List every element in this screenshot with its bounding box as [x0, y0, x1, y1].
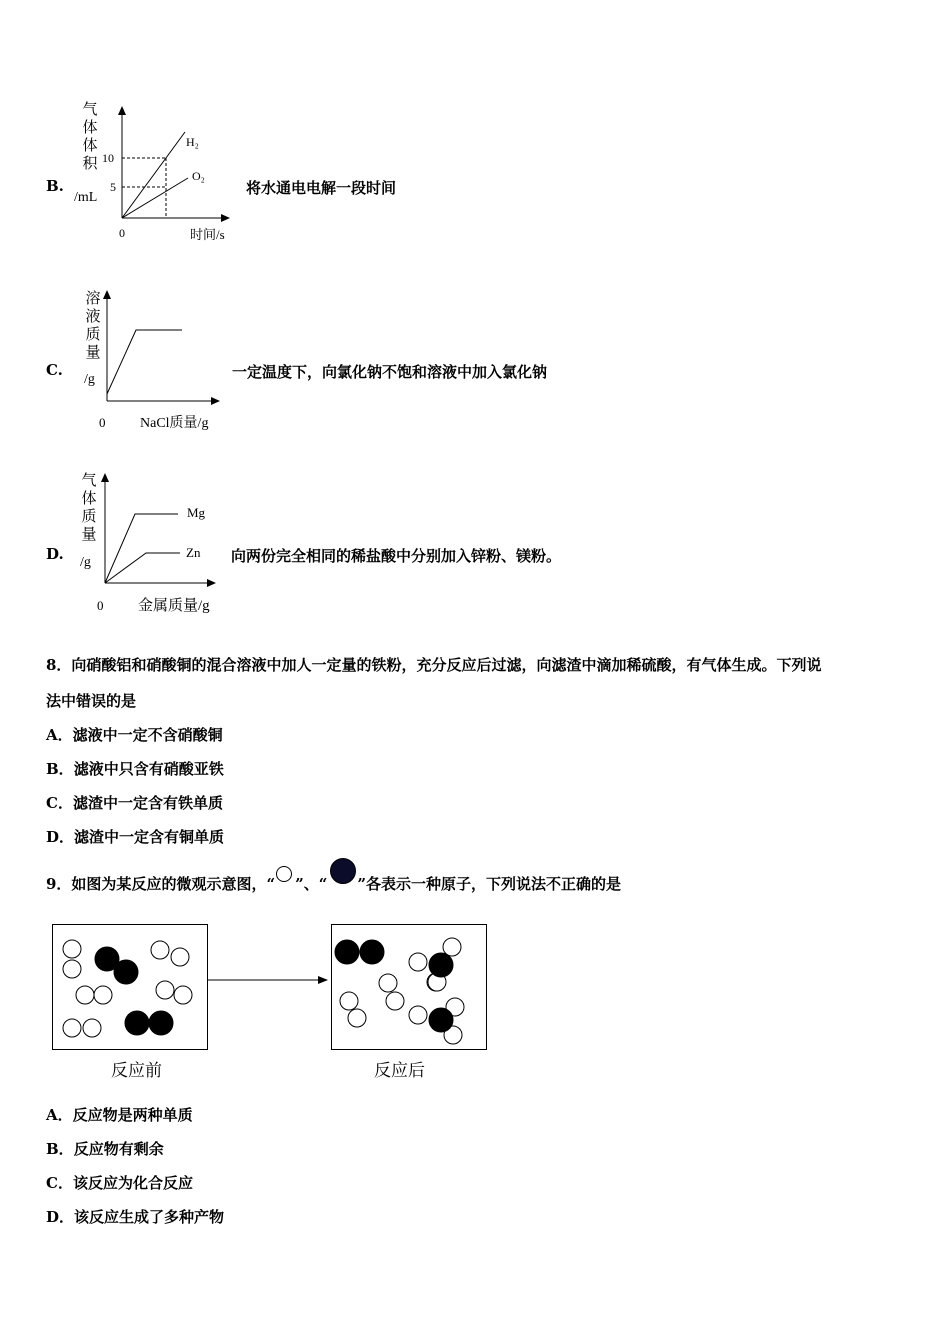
q9-option-a — [46, 1104, 193, 1125]
q9-option-c-text: 该反应为化合反应 — [72, 1174, 193, 1192]
chart-b-ylabel-char: 积 — [82, 154, 98, 172]
chart-b-tick-5: 5 — [110, 180, 116, 194]
q9-stem-part3: ”各表示一种原子，下列说法不正确的是 — [357, 875, 621, 893]
q9-option-b — [46, 1138, 164, 1159]
reaction-diagram — [50, 922, 495, 1084]
q9-option-c-letter: C． — [46, 1174, 73, 1192]
chart-c-ylabel-unit: /g — [84, 372, 95, 387]
black-atom — [149, 1011, 173, 1035]
q8-option-b-letter: B． — [46, 760, 74, 778]
black-atom-icon — [327, 873, 357, 889]
chart-c-x-arrow — [211, 397, 220, 405]
chart-b-ylabel-char: 体 — [82, 118, 98, 136]
white-atom — [409, 953, 427, 971]
chart-b-ylabel-char: 气 — [82, 100, 98, 118]
chart-d-ylabel-unit: /g — [80, 555, 91, 570]
q8-option-d-text: 滤渣中一定含有铜单质 — [74, 828, 225, 846]
black-atom — [429, 953, 453, 977]
option-c-letter: C. — [46, 361, 63, 379]
after-label: 反应后 — [374, 1061, 425, 1080]
q9-stem — [46, 873, 621, 894]
chart-d-mg-label: Mg — [187, 505, 206, 520]
q8-option-a-text: 滤液中一定不含硝酸铜 — [72, 726, 223, 744]
before-label: 反应前 — [111, 1061, 162, 1080]
white-atom — [443, 938, 461, 956]
white-atom — [379, 974, 397, 992]
q8-option-c-text: 滤渣中一定含有铁单质 — [72, 794, 223, 812]
white-atom — [409, 1006, 427, 1024]
chart-b-o2-line — [122, 178, 188, 218]
chart-c-ylabel-char: 量 — [85, 343, 101, 361]
black-atom — [125, 1011, 149, 1035]
chart-b-h2-line — [122, 132, 185, 218]
white-atom — [171, 948, 189, 966]
q8-option-c-letter: C． — [46, 794, 73, 812]
chart-d-origin: 0 — [97, 598, 104, 613]
black-atom — [114, 960, 138, 984]
chart-b-origin: 0 — [119, 226, 125, 240]
chart-b-ylabel — [80, 100, 100, 172]
q8-option-d — [46, 826, 224, 847]
chart-c-y-arrow — [103, 290, 111, 299]
chart-b-tick-10: 10 — [102, 151, 114, 165]
chart-c-graph — [96, 286, 231, 434]
chart-b-graph — [98, 102, 243, 242]
q8-option-a-letter: A． — [46, 726, 73, 744]
white-atom — [76, 986, 94, 1004]
q9-stem-part1: 9．如图为某反应的微观示意图，“ — [46, 875, 276, 893]
q9-option-d-letter: D． — [46, 1208, 75, 1226]
white-atom — [174, 986, 192, 1004]
chart-c-ylabel-char: 质 — [85, 325, 101, 343]
chart-d-xlabel: 金属质量/g — [138, 598, 210, 614]
option-c-text: 一定温度下，向氯化钠不饱和溶液中加入氯化钠 — [232, 363, 548, 381]
white-atom — [63, 1019, 81, 1037]
chart-d-ylabel-char: 质 — [81, 507, 97, 525]
white-atom — [83, 1019, 101, 1037]
q8-stem-line2: 法中错误的是 — [46, 692, 137, 710]
chart-d-ylabel-char: 气 — [81, 471, 97, 489]
q9-option-a-letter: A． — [46, 1106, 73, 1124]
chart-b-ylabel-unit: /mL — [74, 190, 98, 205]
chart-b-y-arrow — [118, 106, 126, 115]
reaction-arrowhead — [318, 976, 328, 984]
option-d-text: 向两份完全相同的稀盐酸中分别加入锌粉、镁粉。 — [231, 547, 562, 565]
black-atom — [335, 940, 359, 964]
q9-option-d-text: 该反应生成了多种产物 — [74, 1208, 225, 1226]
q9-option-a-text: 反应物是两种单质 — [72, 1106, 193, 1124]
chart-d-y-arrow — [101, 473, 109, 482]
white-atom — [156, 981, 174, 999]
q8-option-b-text: 滤液中只含有硝酸亚铁 — [73, 760, 224, 778]
chart-d-mg-line — [105, 514, 178, 583]
chart-b-o2-label: O₂ — [192, 169, 205, 183]
q8-option-c — [46, 792, 223, 813]
chart-b-x-arrow — [221, 214, 230, 222]
chart-c-ylabel-char: 溶 — [85, 289, 101, 307]
q9-stem-part2: ”、“ — [295, 875, 328, 893]
chart-b-h2-label: H₂ — [186, 135, 199, 149]
option-b-text: 将水通电电解一段时间 — [246, 179, 397, 197]
white-atom — [151, 941, 169, 959]
q8-option-d-letter: D． — [46, 828, 75, 846]
q8-stem-line1: 8．向硝酸铝和硝酸铜的混合溶液中加人一定量的铁粉，充分反应后过滤，向滤渣中滴加稀硫酸，有气体生成。下列说 — [46, 656, 822, 674]
chart-d-ylabel-char: 量 — [81, 525, 97, 543]
q9-option-c — [46, 1172, 193, 1193]
q9-option-d — [46, 1206, 224, 1227]
chart-d-zn-label: Zn — [186, 545, 201, 560]
white-atom — [63, 960, 81, 978]
chart-c-line — [107, 330, 182, 394]
black-atom — [360, 940, 384, 964]
black-atom — [429, 1008, 453, 1032]
chart-c-xlabel: NaCl质量/g — [140, 416, 209, 431]
chart-d-x-arrow — [207, 579, 216, 587]
white-atom — [348, 1009, 366, 1027]
chart-d-ylabel-char: 体 — [81, 489, 97, 507]
white-atom — [63, 940, 81, 958]
q9-option-b-text: 反应物有剩余 — [73, 1140, 164, 1158]
white-atom — [340, 992, 358, 1010]
q8-option-b — [46, 758, 224, 779]
chart-b-ylabel-char: 体 — [82, 136, 98, 154]
q9-option-b-letter: B． — [46, 1140, 74, 1158]
white-atom — [386, 992, 404, 1010]
option-d-letter: D. — [46, 545, 64, 563]
chart-c-origin: 0 — [99, 415, 106, 430]
chart-c-ylabel-char: 液 — [85, 307, 101, 325]
option-b-letter: B. — [46, 177, 64, 195]
chart-b-xlabel: 时间/s — [190, 227, 225, 242]
white-atom-icon — [275, 873, 295, 889]
q8-option-a — [46, 724, 223, 745]
white-atom — [94, 986, 112, 1004]
chart-d-graph — [94, 469, 229, 617]
